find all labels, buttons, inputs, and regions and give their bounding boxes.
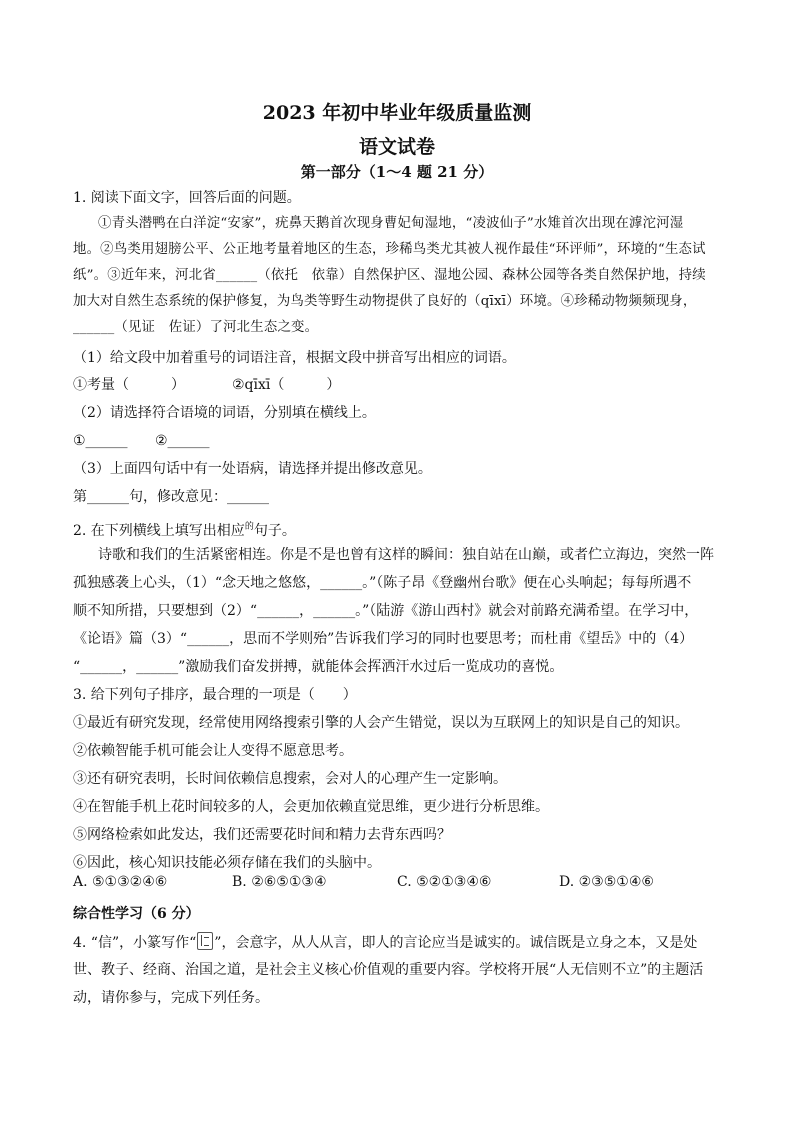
q1-sub2-a: ①______ (73, 433, 128, 449)
q1-sub1-a: ①考量（ ） (73, 377, 185, 393)
part-heading: 第一部分（1～4 题 21 分） (300, 163, 494, 181)
q1-sub1: （1）给文段中加着重号的词语注音，根据文段中拼音写出相应的词语。 (73, 350, 516, 366)
q2-line-2: 孤独感袭上心头，（1）“念天地之悠悠，______。”（陈子昂《登幽州台歌》便在心头响起；每每所遇不 (73, 575, 692, 591)
q1-sub1-b: ②qīxī（ ） (232, 377, 341, 393)
q2-stem-text-a: 2. 在下列横线上填写出相应 (73, 523, 245, 539)
q2-stem-mark: 的 (244, 522, 254, 532)
q1-passage-line-1: ①青头潜鸭在白洋淀“安家”，疣鼻天鹅首次现身曹妃甸湿地，“凌波仙子”水雉首次出现在滹沱河湿 (98, 216, 684, 231)
q2-line-1: 诗歌和我们的生活紧密相连。你是不是也曾有这样的瞬间：独自站在山巅，或者伫立海边，突然一阵 (98, 547, 714, 563)
q2-line-3: 顺不知所措，只要想到（2）“______，______。”（陆游《游山西村》就会对前路充满希望。在学习中， (73, 603, 699, 619)
q4-line-1-text-a: 4. “信”，小篆写作“ (73, 935, 197, 951)
q2-stem-text-b: 句子。 (253, 523, 296, 539)
q4-line-2: 世、教子、经商、治国之道，是社会主义核心价值观的重要内容。学校将开展“人无信则不立”的主题活 (73, 962, 704, 978)
q3-item-2: ②依赖智能手机可能会让人变得不愿意思考。 (73, 743, 353, 759)
q3-option-a: A. ⑤①③②④⑥ (73, 874, 168, 890)
q4-line-1-text-b: ”，会意字，从人从言，即人的言论应当是诚实的。诚信既是立身之本，又是处 (214, 935, 698, 951)
q1-sub3: （3）上面四句话中有一处语病，请选择并提出修改意见。 (73, 461, 432, 477)
q1-stem: 1. 阅读下面文字，回答后面的问题。 (73, 190, 301, 206)
q1-passage-line-5: ______（见证 佐证）了河北生态之变。 (73, 320, 319, 335)
q4-line-1 (73, 932, 697, 953)
q1-sub2: （2）请选择符合语境的词语，分别填在横线上。 (73, 405, 376, 421)
q2-stem (73, 517, 296, 541)
q1-sub3-a: 第______句，修改意见：______ (73, 489, 269, 505)
q3-item-6: ⑥因此，核心知识技能必须存储在我们的头脑中。 (73, 855, 381, 871)
q1-passage-line-2: 地。②鸟类用翅膀公平、公正地考量着地区的生态，珍稀鸟类尤其被人视作最佳“环评师”，环境的“生态试 (73, 242, 706, 257)
q2-line-4: 《论语》篇（3）“______，思而不学则殆”告诉我们学习的同时也要思考；而杜甫《望岳》中的（4） (73, 631, 694, 647)
q3-stem: 3. 给下列句子排序，最合理的一项是（ ） (73, 687, 357, 703)
q3-option-c: C. ⑤②①③④⑥ (397, 874, 492, 890)
section-heading: 综合性学习（6 分） (73, 906, 200, 922)
q3-item-4: ④在智能手机上花时间较多的人，会更加依赖直觉思维，更少进行分析思维。 (73, 799, 549, 815)
q4-line-3: 动，请你参与，完成下列任务。 (73, 990, 269, 1006)
q3-item-1: ①最近有研究发现，经常使用网络搜索引擎的人会产生错觉，误以为互联网上的知识是自己的知识。 (73, 715, 689, 731)
q3-item-3: ③还有研究表明，长时间依赖信息搜索，会对人的心理产生一定影响。 (73, 771, 507, 787)
exam-subtitle: 语文试卷 (358, 136, 435, 158)
exam-title: 2023 年初中毕业年级质量监测 (262, 102, 532, 124)
q1-passage-line-3: 纸”。③近年来，河北省______（依托 依靠）自然保护区、湿地公园、森林公园等各类自然保护地，持续 (73, 268, 706, 283)
q1-sub2-b: ②______ (155, 433, 210, 449)
q3-option-b: B. ②⑥⑤①③④ (232, 874, 327, 890)
q1-passage-line-4: 加大对自然生态系统的保护修复，为鸟类等野生动物提供了良好的（qīxī）环境。④珍稀动物频频现身， (73, 294, 697, 309)
seal-script-image (197, 932, 213, 950)
q2-line-5: “______，______”激励我们奋发拼搏，就能体会挥洒汗水过后一览成功的喜悦。 (73, 659, 564, 675)
q3-option-d: D. ②③⑤①④⑥ (559, 874, 654, 890)
q3-item-5: ⑤网络检索如此发达，我们还需要花时间和精力去背东西吗？ (73, 827, 451, 843)
